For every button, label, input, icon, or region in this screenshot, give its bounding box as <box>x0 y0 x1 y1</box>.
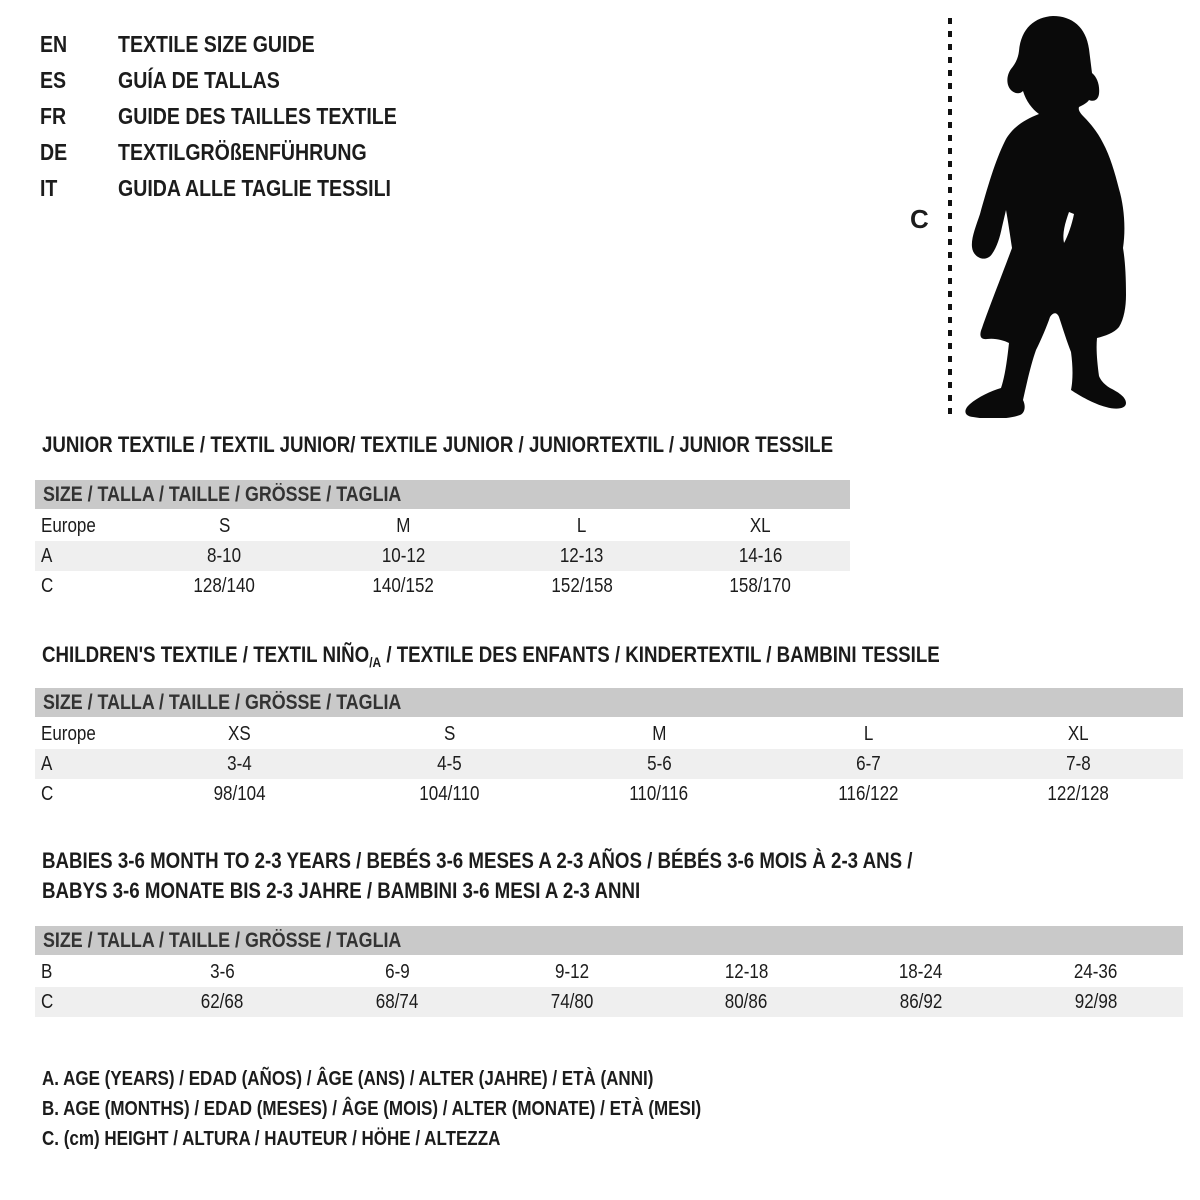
language-code: ES <box>40 66 67 93</box>
guide-title-text: GUÍA DE TALLAS <box>118 66 280 93</box>
guide-title-text: GUIDA ALLE TAGLIE TESSILI <box>118 174 391 201</box>
row-label: A <box>41 752 53 775</box>
language-row <box>40 170 446 206</box>
guide-title-text: TEXTILGRÖßENFÜHRUNG <box>118 138 367 165</box>
guide-title-text: TEXTILE SIZE GUIDE <box>118 30 315 57</box>
language-code: IT <box>40 174 58 201</box>
size-cell: 152/158 <box>551 574 613 597</box>
section-title-children <box>42 640 1098 670</box>
size-cell: 140/152 <box>372 574 434 597</box>
size-cell: 12-18 <box>724 960 769 983</box>
guide-title-text: GUIDE DES TAILLES TEXTILE <box>118 102 397 129</box>
size-cell: 80/86 <box>725 990 768 1013</box>
row-label: C <box>41 782 54 805</box>
toddler-silhouette-icon <box>962 13 1132 418</box>
size-cell: 128/140 <box>193 574 256 597</box>
size-cell: 116/122 <box>838 782 899 805</box>
size-cell: 8-10 <box>207 544 242 567</box>
section-title-junior <box>42 430 973 460</box>
size-cell: 4-5 <box>437 752 462 775</box>
legend-line: A. AGE (YEARS) / EDAD (AÑOS) / ÂGE (ANS) / ALTER (JAHRE) / ETÀ (ANNI) <box>42 1067 654 1090</box>
table-row-a <box>35 541 850 571</box>
table-row-c <box>35 987 1183 1017</box>
section-title-line: JUNIOR TEXTILE / TEXTIL JUNIOR/ TEXTILE JUNIOR / JUNIORTEXTIL / JUNIOR TESSILE <box>42 432 834 457</box>
language-code: FR <box>40 102 67 129</box>
size-cell: 12-13 <box>560 544 604 567</box>
table-row-europe <box>35 719 1183 749</box>
row-label: B <box>41 960 53 983</box>
size-table-header: SIZE / TALLA / TAILLE / GRÖSSE / TAGLIA <box>35 926 1183 955</box>
section-title-line: CHILDREN'S TEXTILE / TEXTIL $NIÑO_{/A}$ / TEXTILE DES ENFANTS / KINDERTEXTIL / BAMBINI TESSILE <box>42 642 940 670</box>
size-cell: XL <box>1067 722 1089 745</box>
height-measure-label: C <box>910 204 929 234</box>
language-row <box>40 62 446 98</box>
language-title-list <box>40 26 446 206</box>
size-cell: 7-8 <box>1065 752 1091 775</box>
section-title-line: BABIES 3-6 MONTH TO 2-3 YEARS / BEBÉS 3-6 MESES A 2-3 AÑOS / BÉBÉS 3-6 MOIS À 2-3 ANS / <box>42 848 913 873</box>
language-code: EN <box>40 30 68 57</box>
height-dashed-line <box>948 18 952 416</box>
size-cell: XS <box>228 722 252 745</box>
size-cell: XL <box>750 514 772 537</box>
language-row <box>40 134 446 170</box>
language-code: DE <box>40 138 68 165</box>
row-label: Europe <box>41 514 96 537</box>
size-table-children <box>35 688 1183 809</box>
size-table-header: SIZE / TALLA / TAILLE / GRÖSSE / TAGLIA <box>35 688 1183 717</box>
size-table-header: SIZE / TALLA / TAILLE / GRÖSSE / TAGLIA <box>35 480 850 509</box>
table-row-europe <box>35 511 850 541</box>
size-cell: 92/98 <box>1074 990 1117 1013</box>
language-row <box>40 98 446 134</box>
size-cell: L <box>577 514 587 537</box>
size-cell: 158/170 <box>729 574 792 597</box>
size-cell: M <box>396 514 411 537</box>
size-cell: L <box>863 722 874 745</box>
size-table-babies <box>35 926 1183 1017</box>
size-cell: 24-36 <box>1073 960 1118 983</box>
size-cell: 14-16 <box>738 544 783 567</box>
row-label: C <box>41 990 54 1013</box>
size-table-junior <box>35 480 850 601</box>
size-cell: 6-9 <box>384 960 410 983</box>
size-cell: S <box>443 722 456 745</box>
size-cell: 86/92 <box>899 990 943 1013</box>
table-row-c <box>35 779 1183 809</box>
row-label: A <box>41 544 53 567</box>
legend-line: B. AGE (MONTHS) / EDAD (MESES) / ÂGE (MOIS) / ALTER (MONATE) / ETÀ (MESI) <box>42 1097 702 1120</box>
size-cell: 110/116 <box>629 782 689 805</box>
size-cell: 3-6 <box>210 960 235 983</box>
size-cell: 122/128 <box>1047 782 1109 805</box>
size-cell: 6-7 <box>856 752 881 775</box>
section-title-line: BABYS 3-6 MONATE BIS 2-3 JAHRE / BAMBINI 3-6 MESI A 2-3 ANNI <box>42 878 641 903</box>
table-row-b <box>35 957 1183 987</box>
size-cell: 98/104 <box>213 782 266 805</box>
size-cell: 68/74 <box>375 990 419 1013</box>
table-row-a <box>35 749 1183 779</box>
language-row <box>40 26 446 62</box>
size-cell: 3-4 <box>227 752 253 775</box>
row-label: C <box>41 574 54 597</box>
legend-line: C. (cm) HEIGHT / ALTURA / HAUTEUR / HÖHE / ALTEZZA <box>42 1127 501 1150</box>
size-cell: 18-24 <box>899 960 943 983</box>
size-cell: M <box>651 722 667 745</box>
size-cell: S <box>218 514 231 537</box>
section-title-babies <box>42 846 1066 906</box>
row-label: Europe <box>41 722 96 745</box>
table-row-c <box>35 571 850 601</box>
measure-legend <box>42 1064 818 1154</box>
size-cell: 9-12 <box>554 960 589 983</box>
size-cell: 5-6 <box>646 752 672 775</box>
size-cell: 104/110 <box>419 782 480 805</box>
size-cell: 10-12 <box>381 544 425 567</box>
size-cell: 62/68 <box>201 990 244 1013</box>
size-cell: 74/80 <box>550 990 593 1013</box>
